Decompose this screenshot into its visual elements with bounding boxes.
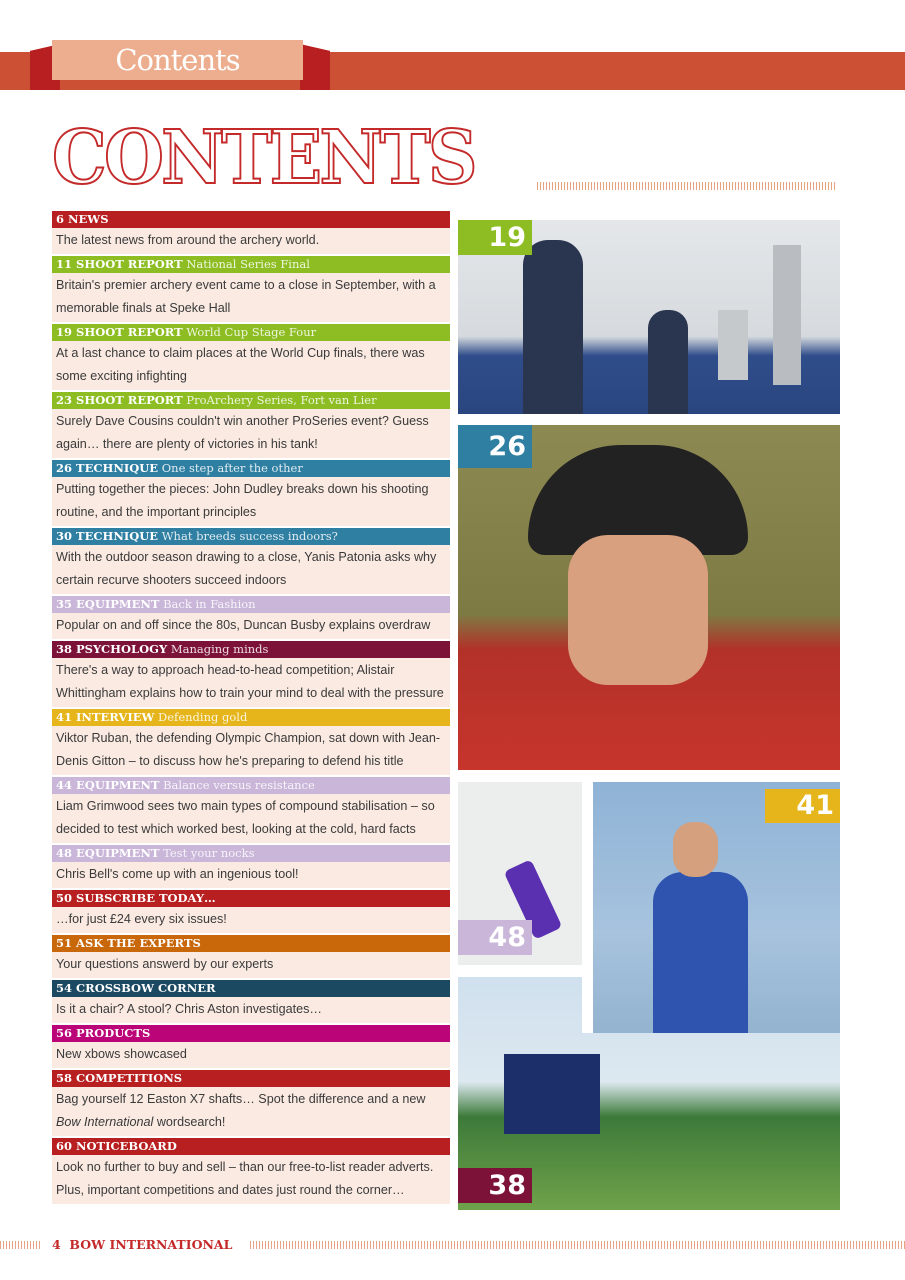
entry-header[interactable] — [52, 1025, 450, 1042]
entry-description: Viktor Ruban, the defending Olympic Champion, sat down with Jean-Denis Gitton – to discuss how he's preparing to defend his title — [52, 726, 450, 775]
entry-description: Britain's premier archery event came to a close in September, with a memorable finals at Speke Hall — [52, 273, 450, 322]
entry-description: Look no further to buy and sell – than our free-to-list reader adverts. Plus, important competitions and dates just round the corner… — [52, 1155, 450, 1204]
entry-description: There's a way to approach head-to-head competition; Alistair Whittingham explains how to train your mind to deal with the pressure — [52, 658, 450, 707]
entry-page-section: 30 TECHNIQUE — [56, 529, 159, 543]
entry-page-section: 44 EQUIPMENT — [56, 778, 160, 792]
photo-technique-archer — [458, 425, 840, 770]
entry-description: Is it a chair? A stool? Chris Aston investigates… — [52, 997, 450, 1023]
entry-description: Surely Dave Cousins couldn't win another ProSeries event? Guess again… there are plenty of victories in his tank! — [52, 409, 450, 458]
magazine-name: BOW INTERNATIONAL — [69, 1237, 233, 1252]
entry-subtitle: One step after the other — [161, 461, 303, 475]
entry-page-section: 58 COMPETITIONS — [56, 1071, 183, 1085]
entry-header[interactable] — [52, 392, 450, 409]
entry-page-section: 56 PRODUCTS — [56, 1026, 151, 1040]
entry-description: Chris Bell's come up with an ingenious tool! — [52, 862, 450, 888]
page-badge-38: 38 — [458, 1168, 532, 1203]
entry-description: With the outdoor season drawing to a close, Yanis Patonia asks why certain recurve shooters succeed indoors — [52, 545, 450, 594]
entry-page-section: 51 ASK THE EXPERTS — [56, 936, 201, 950]
entry-page-section: 6 NEWS — [56, 212, 109, 226]
section-tab: Contents — [52, 40, 303, 80]
entry-subtitle: What breeds success indoors? — [161, 529, 338, 543]
entry-header[interactable] — [52, 845, 450, 862]
entry-page-section: 35 EQUIPMENT — [56, 597, 160, 611]
entry-description: The latest news from around the archery world. — [52, 228, 450, 254]
entry-header[interactable] — [52, 777, 450, 794]
entry-description: Bag yourself 12 Easton X7 shafts… Spot the difference and a new Bow International wordsearch! — [52, 1087, 450, 1136]
entry-subtitle: World Cup Stage Four — [186, 325, 317, 339]
entry-header[interactable] — [52, 596, 450, 613]
entry-subtitle: Managing minds — [170, 642, 269, 656]
entry-header[interactable] — [52, 460, 450, 477]
entry-description: New xbows showcased — [52, 1042, 450, 1068]
entry-header[interactable] — [52, 890, 450, 907]
entry-page-section: 48 EQUIPMENT — [56, 846, 160, 860]
entry-description: …for just £24 every six issues! — [52, 907, 450, 933]
page-badge-48: 48 — [458, 920, 532, 955]
entry-page-section: 38 PSYCHOLOGY — [56, 642, 168, 656]
entry-header[interactable] — [52, 1138, 450, 1155]
page-number: 4 — [52, 1237, 61, 1252]
entry-description: Your questions answerd by our experts — [52, 952, 450, 978]
title-stripes — [537, 182, 837, 190]
photo-world-cup — [458, 220, 840, 414]
entry-header[interactable] — [52, 211, 450, 228]
ribbon-fold-right — [300, 44, 330, 90]
entry-subtitle: Back in Fashion — [163, 597, 256, 611]
footer-stripes-left — [0, 1241, 40, 1249]
page-badge-41: 41 — [765, 789, 840, 823]
entry-page-section: 11 SHOOT REPORT — [56, 257, 183, 271]
footer — [52, 1237, 232, 1252]
entry-header[interactable] — [52, 1070, 450, 1087]
photo-nock-tool — [458, 782, 582, 965]
page-badge-26: 26 — [458, 425, 532, 468]
entry-page-section: 26 TECHNIQUE — [56, 461, 159, 475]
entry-page-section: 19 SHOOT REPORT — [56, 325, 183, 339]
entry-header[interactable] — [52, 324, 450, 341]
entry-page-section: 50 SUBSCRIBE TODAY… — [56, 891, 216, 905]
entry-description: At a last chance to claim places at the World Cup finals, there was some exciting infighting — [52, 341, 450, 390]
contents-list — [52, 211, 450, 1206]
entry-header[interactable] — [52, 709, 450, 726]
entry-subtitle: Test your nocks — [163, 846, 255, 860]
entry-header[interactable] — [52, 528, 450, 545]
entry-description: Popular on and off since the 80s, Duncan Busby explains overdraw — [52, 613, 450, 639]
entry-header[interactable] — [52, 935, 450, 952]
entry-page-section: 60 NOTICEBOARD — [56, 1139, 177, 1153]
page-title: CONTENTS — [52, 115, 475, 201]
entry-subtitle: National Series Final — [186, 257, 310, 271]
entry-page-section: 41 INTERVIEW — [56, 710, 155, 724]
entry-header[interactable] — [52, 256, 450, 273]
footer-stripes-right — [250, 1241, 905, 1249]
photo-frame-41 — [582, 771, 851, 1033]
page-badge-19: 19 — [458, 220, 532, 255]
entry-subtitle: Balance versus resistance — [163, 778, 315, 792]
entry-page-section: 23 SHOOT REPORT — [56, 393, 183, 407]
entry-header[interactable] — [52, 641, 450, 658]
entry-description: Liam Grimwood sees two main types of compound stabilisation – so decided to test which worked best, looking at the cold, hard facts — [52, 794, 450, 843]
entry-page-section: 54 CROSSBOW CORNER — [56, 981, 216, 995]
entry-header[interactable] — [52, 980, 450, 997]
entry-subtitle: ProArchery Series, Fort van Lier — [186, 393, 377, 407]
entry-description: Putting together the pieces: John Dudley breaks down his shooting routine, and the important principles — [52, 477, 450, 526]
entry-subtitle: Defending gold — [158, 710, 248, 724]
